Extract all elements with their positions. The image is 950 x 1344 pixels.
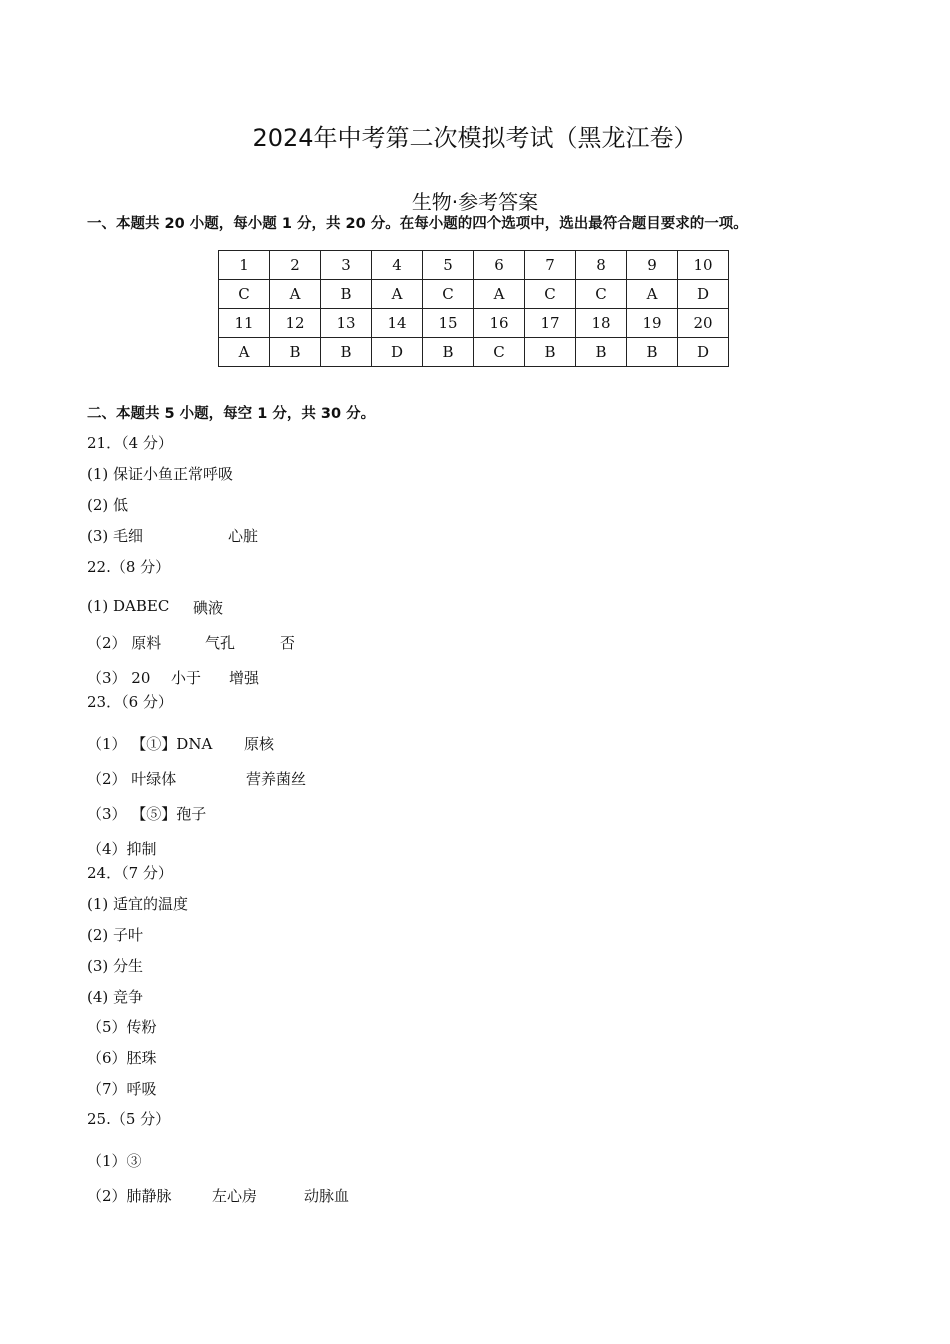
page-subtitle: 生物·参考答案 xyxy=(411,190,539,214)
q22-heading: 22.（8 分） xyxy=(87,558,171,576)
table-cell: B xyxy=(321,280,372,309)
q24-answer-3: (3) 分生 xyxy=(87,957,144,975)
table-cell: A xyxy=(627,280,678,309)
table-cell: 15 xyxy=(423,309,474,338)
table-cell: C xyxy=(525,280,576,309)
table-cell: 7 xyxy=(525,251,576,280)
table-cell: 1 xyxy=(219,251,270,280)
q25-answer-2b: 左心房 xyxy=(212,1187,258,1205)
table-cell: B xyxy=(525,338,576,367)
q21-answer-3a: (3) 毛细 xyxy=(87,527,144,545)
table-cell: 9 xyxy=(627,251,678,280)
table-cell: 16 xyxy=(474,309,525,338)
table-cell: B xyxy=(576,338,627,367)
q23-answer-3: （3） 【⑤】孢子 xyxy=(87,805,207,823)
table-cell: 5 xyxy=(423,251,474,280)
table-cell: 10 xyxy=(678,251,729,280)
q22-answer-2a: （2） 原料 xyxy=(87,634,162,652)
table-cell: 19 xyxy=(627,309,678,338)
q22-answer-1b: 碘液 xyxy=(193,599,224,617)
table-cell: A xyxy=(270,280,321,309)
table-cell: 4 xyxy=(372,251,423,280)
q24-answer-1: (1) 适宜的温度 xyxy=(87,895,189,913)
page-title: 2024年中考第二次模拟考试（黑龙江卷） xyxy=(252,124,698,152)
q23-answer-2b: 营养菌丝 xyxy=(246,770,307,788)
table-cell: 13 xyxy=(321,309,372,338)
table-cell: 2 xyxy=(270,251,321,280)
table-cell: 17 xyxy=(525,309,576,338)
table-cell: D xyxy=(678,280,729,309)
q25-answer-2a: （2）肺静脉 xyxy=(87,1187,172,1205)
q25-answer-2c: 动脉血 xyxy=(304,1187,350,1205)
table-cell: D xyxy=(372,338,423,367)
table-cell: 3 xyxy=(321,251,372,280)
q24-answer-7: （7）呼吸 xyxy=(87,1080,157,1098)
q23-answer-2a: （2） 叶绿体 xyxy=(87,770,177,788)
q22-answer-3a: （3） 20 xyxy=(87,669,151,687)
table-cell: 6 xyxy=(474,251,525,280)
q24-answer-4: (4) 竞争 xyxy=(87,988,144,1006)
answer-table xyxy=(218,250,729,367)
table-row xyxy=(219,338,729,367)
q22-answer-1a: (1) DABEC xyxy=(87,597,170,615)
table-cell: 14 xyxy=(372,309,423,338)
q25-answer-1: （1）③ xyxy=(87,1152,142,1170)
q21-answer-1: (1) 保证小鱼正常呼吸 xyxy=(87,465,234,483)
table-cell: C xyxy=(219,280,270,309)
table-cell: 8 xyxy=(576,251,627,280)
q23-answer-1a: （1） 【①】DNA xyxy=(87,735,213,753)
table-cell: 20 xyxy=(678,309,729,338)
q22-answer-3b: 小于 xyxy=(171,669,202,687)
q23-answer-4: （4）抑制 xyxy=(87,840,157,858)
table-cell: C xyxy=(576,280,627,309)
q24-answer-5: （5）传粉 xyxy=(87,1018,157,1036)
q22-answer-2b: 气孔 xyxy=(205,634,236,652)
table-cell: D xyxy=(678,338,729,367)
table-cell: B xyxy=(627,338,678,367)
q23-answer-1b: 原核 xyxy=(244,735,275,753)
table-row xyxy=(219,309,729,338)
q22-answer-2c: 否 xyxy=(280,634,296,652)
table-cell: 18 xyxy=(576,309,627,338)
q24-answer-2: (2) 子叶 xyxy=(87,926,144,944)
section-2-heading: 二、本题共 5 小题，每空 1 分，共 30 分。 xyxy=(87,406,376,422)
table-cell: B xyxy=(423,338,474,367)
section-1-heading: 一、本题共 20 小题，每小题 1 分，共 20 分。在每小题的四个选项中，选出最符合题目要求的一项。 xyxy=(87,216,748,232)
q21-answer-3b: 心脏 xyxy=(228,527,259,545)
table-cell: B xyxy=(321,338,372,367)
table-cell: 11 xyxy=(219,309,270,338)
q22-answer-3c: 增强 xyxy=(229,669,260,687)
table-cell: C xyxy=(474,338,525,367)
table-cell: A xyxy=(372,280,423,309)
q24-answer-6: （6）胚珠 xyxy=(87,1049,157,1067)
q23-heading: 23．（6 分） xyxy=(87,693,173,711)
q21-heading: 21．（4 分） xyxy=(87,434,173,452)
table-cell: B xyxy=(270,338,321,367)
q24-heading: 24．（7 分） xyxy=(87,864,173,882)
table-cell: C xyxy=(423,280,474,309)
table-cell: A xyxy=(219,338,270,367)
table-row xyxy=(219,280,729,309)
table-cell: 12 xyxy=(270,309,321,338)
table-cell: A xyxy=(474,280,525,309)
q21-answer-2: (2) 低 xyxy=(87,496,129,514)
q25-heading: 25.（5 分） xyxy=(87,1110,171,1128)
table-row xyxy=(219,251,729,280)
